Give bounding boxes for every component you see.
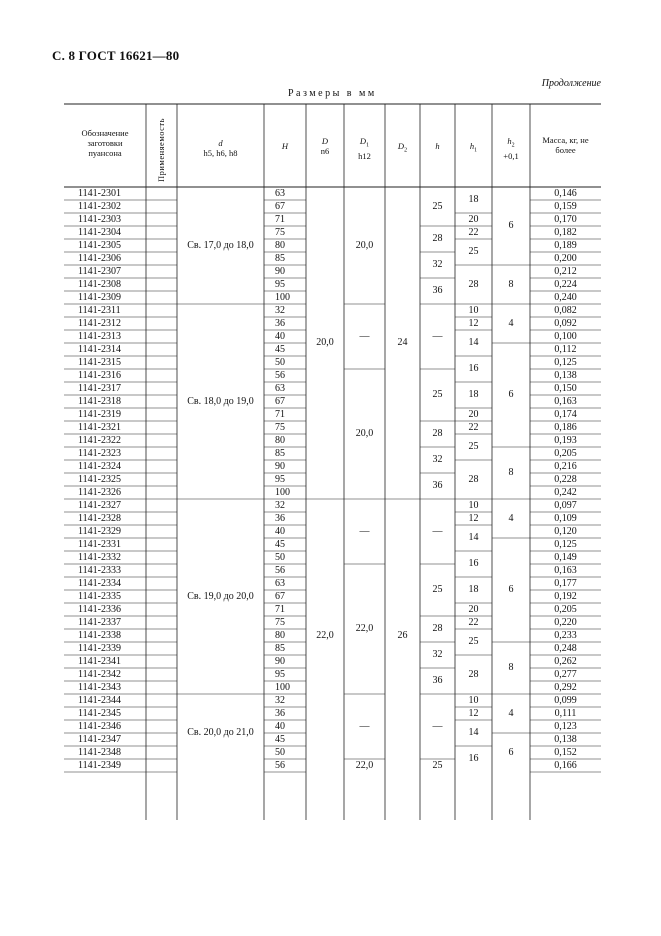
h2-span-cell: 8 [508,467,514,478]
H-cell: 32 [275,304,285,316]
mass-cell: 0,262 [554,655,577,667]
H-cell: 95 [275,278,285,290]
h1-span-cell: 12 [468,317,479,329]
H-cell: 85 [275,642,285,654]
mass-cell: 0,120 [554,525,577,537]
mass-cell: 0,212 [554,265,577,277]
designation-cell: 1141-2303 [78,213,121,225]
h-span-cell: 36 [432,480,443,491]
designation-cell: 1141-2332 [78,551,121,563]
designation-cell: 1141-2347 [78,733,121,745]
H-cell: 71 [275,213,285,225]
designation-cell: 1141-2316 [78,369,121,381]
H-cell: 100 [275,291,290,303]
d-span-cell: Св. 20,0 до 21,0 [187,727,254,738]
mass-cell: 0,170 [554,213,577,225]
h1-span-cell: 20 [468,213,479,225]
header-D1: $D_1$ h12 [358,136,371,161]
h1-span-cell: 22 [468,421,479,433]
d-span-cell: Св. 19,0 до 20,0 [187,590,254,602]
D-span-cell: 20,0 [316,337,334,348]
h2-span-cell: 6 [508,220,514,231]
d-span-cell: Св. 17,0 до 18,0 [187,239,254,251]
mass-cell: 0,138 [554,733,577,745]
mass-cell: 0,177 [554,577,577,589]
H-cell: 45 [275,343,285,355]
D2-span-cell: 26 [397,629,408,641]
H-cell: 40 [275,330,285,342]
designation-cell: 1141-2348 [78,746,121,758]
designation-cell: 1141-2315 [78,356,121,368]
H-cell: 85 [275,252,285,264]
header-h1: $h_1$ [469,141,478,154]
designation-cell: 1141-2314 [78,343,121,355]
h1-span-cell: 18 [468,389,479,400]
h1-span-cell: 10 [468,694,479,706]
designation-cell: 1141-2325 [78,473,121,485]
h1-span-cell: 25 [468,246,479,257]
header-h2: $h_2$ +0,1 [503,136,519,161]
H-cell: 36 [275,512,285,524]
h1-span-cell: 25 [468,441,479,452]
h2-span-cell: 4 [508,512,514,524]
designation-cell: 1141-2337 [78,616,121,628]
H-cell: 100 [275,486,290,498]
h-span-cell: 32 [432,259,443,270]
h-span-cell: — [432,330,443,342]
mass-cell: 0,277 [554,668,577,680]
designation-cell: 1141-2327 [78,499,121,511]
h1-span-cell: 12 [468,707,479,719]
designation-cell: 1141-2322 [78,434,121,446]
h-span-cell: 32 [432,649,443,660]
H-cell: 71 [275,603,285,615]
h-span-cell: 25 [432,389,443,400]
designation-cell: 1141-2338 [78,629,121,641]
designation-cell: 1141-2311 [78,304,121,316]
h2-span-cell: 8 [508,662,514,673]
h2-span-cell: 4 [508,707,514,719]
D1-span-cell: — [359,720,370,732]
sizes-caption: Размеры в мм [288,88,377,99]
designation-cell: 1141-2305 [78,239,121,251]
mass-cell: 0,200 [554,252,577,264]
h1-span-cell: 16 [468,558,479,569]
mass-cell: 0,166 [554,759,577,771]
h2-span-cell: 6 [508,389,514,400]
mass-cell: 0,150 [554,382,577,394]
header-h: h [435,141,440,151]
H-cell: 50 [275,551,285,563]
H-cell: 63 [275,382,285,394]
designation-cell: 1141-2324 [78,460,121,472]
mass-cell: 0,205 [554,603,577,615]
mass-cell: 0,109 [554,512,577,524]
h1-span-cell: 12 [468,512,479,524]
h1-span-cell: 18 [468,194,479,205]
designation-cell: 1141-2335 [78,590,121,602]
H-cell: 95 [275,473,285,485]
h1-span-cell: 14 [468,532,479,543]
h-span-cell: 25 [432,759,443,771]
mass-cell: 0,216 [554,460,577,472]
mass-cell: 0,163 [554,564,577,576]
h-span-cell: — [432,525,443,537]
h1-span-cell: 28 [468,473,479,485]
mass-cell: 0,152 [554,746,577,758]
mass-cell: 0,182 [554,226,577,238]
mass-cell: 0,163 [554,395,577,407]
designation-cell: 1141-2313 [78,330,121,342]
mass-cell: 0,149 [554,551,577,563]
mass-cell: 0,220 [554,616,577,628]
H-cell: 95 [275,668,285,680]
h1-span-cell: 18 [468,584,479,595]
designation-cell: 1141-2333 [78,564,121,576]
mass-cell: 0,193 [554,434,577,446]
H-cell: 40 [275,720,285,732]
mass-cell: 0,248 [554,642,577,654]
h1-span-cell: 25 [468,636,479,647]
designation-cell: 1141-2309 [78,291,121,303]
mass-cell: 0,240 [554,291,577,303]
H-cell: 56 [275,369,285,381]
designation-cell: 1141-2343 [78,681,121,693]
H-cell: 32 [275,694,285,706]
designation-cell: 1141-2323 [78,447,121,459]
H-cell: 56 [275,759,285,771]
designation-cell: 1141-2328 [78,512,121,524]
H-cell: 67 [275,590,285,602]
mass-cell: 0,138 [554,369,577,381]
mass-cell: 0,112 [554,343,577,355]
designation-cell: 1141-2301 [78,187,121,199]
designation-cell: 1141-2346 [78,720,121,732]
designation-cell: 1141-2321 [78,421,121,433]
h-span-cell: 25 [432,584,443,595]
D1-span-cell: — [359,525,370,537]
header-designation: Обозначение заготовки пуансона [81,128,129,158]
designation-cell: 1141-2345 [78,707,121,719]
mass-cell: 0,111 [554,707,577,719]
designation-cell: 1141-2306 [78,252,121,264]
header-D: D n6 [320,136,330,156]
mass-cell: 0,228 [554,473,577,485]
D1-span-cell: 20,0 [355,428,374,439]
mass-cell: 0,242 [554,486,577,498]
h1-span-cell: 16 [468,363,479,374]
mass-cell: 0,100 [554,330,577,342]
D1-span-cell: 22,0 [355,623,374,634]
D1-span-cell: 20,0 [355,239,374,251]
designation-cell: 1141-2312 [78,317,121,329]
mass-cell: 0,189 [554,239,577,251]
h1-span-cell: 16 [468,753,479,764]
h1-span-cell: 14 [468,337,479,348]
D-span-cell: 22,0 [316,629,334,641]
h1-span-cell: 22 [468,226,479,238]
mass-cell: 0,159 [554,200,577,212]
D2-span-cell: 24 [397,337,408,348]
designation-cell: 1141-2308 [78,278,121,290]
H-cell: 100 [275,681,290,693]
h-span-cell: 25 [432,200,443,212]
h2-span-cell: 6 [508,584,514,595]
mass-cell: 0,205 [554,447,577,459]
h-span-cell: 28 [432,623,443,634]
mass-cell: 0,192 [554,590,577,602]
designation-cell: 1141-2319 [78,408,121,420]
H-cell: 75 [275,421,285,433]
header-applicability: Применяемость [156,117,166,182]
mass-cell: 0,233 [554,629,577,641]
h1-span-cell: 10 [468,499,479,511]
designation-cell: 1141-2317 [78,382,121,394]
mass-cell: 0,092 [554,317,577,329]
designation-cell: 1141-2342 [78,668,121,680]
h-span-cell: 28 [432,428,443,439]
designation-cell: 1141-2344 [78,694,121,706]
h-span-cell: 36 [432,285,443,296]
h1-span-cell: 28 [468,278,479,290]
continuation-label: Продолжение [541,78,601,89]
header-D2: $D_2$ [397,141,408,154]
designation-cell: 1141-2331 [78,538,121,550]
h2-span-cell: 6 [508,746,514,758]
h2-span-cell: 4 [508,317,514,329]
header-mass: Масса, кг, не более [542,135,589,155]
designation-cell: 1141-2349 [78,759,121,771]
H-cell: 85 [275,447,285,459]
H-cell: 45 [275,538,285,550]
H-cell: 67 [275,200,285,212]
mass-cell: 0,125 [554,356,577,368]
designation-cell: 1141-2339 [78,642,121,654]
page-header: С. 8 ГОСТ 16621—80 [52,48,180,63]
H-cell: 40 [275,525,285,537]
h1-span-cell: 22 [468,616,479,628]
mass-cell: 0,292 [554,681,577,693]
H-cell: 50 [275,356,285,368]
mass-cell: 0,097 [554,499,577,511]
D1-span-cell: 22,0 [355,759,374,771]
H-cell: 50 [275,746,285,758]
designation-cell: 1141-2341 [78,655,121,667]
designation-cell: 1141-2302 [78,200,121,212]
H-cell: 80 [275,434,285,446]
mass-cell: 0,174 [554,408,577,420]
H-cell: 63 [275,187,285,199]
h2-span-cell: 8 [508,278,514,290]
h1-span-cell: 20 [468,603,479,615]
designation-cell: 1141-2336 [78,603,121,615]
H-cell: 80 [275,629,285,641]
h-span-cell: 32 [432,454,443,465]
H-cell: 80 [275,239,285,251]
h1-span-cell: 20 [468,408,479,420]
H-cell: 56 [275,564,285,576]
h1-span-cell: 10 [468,304,479,316]
mass-cell: 0,082 [554,304,577,316]
H-cell: 67 [275,395,285,407]
d-span-cell: Св. 18,0 до 19,0 [187,395,254,407]
designation-cell: 1141-2329 [78,525,121,537]
h-span-cell: 28 [432,233,443,244]
h1-span-cell: 14 [468,727,479,738]
designation-cell: 1141-2334 [78,577,121,589]
H-cell: 90 [275,460,285,472]
H-cell: 75 [275,616,285,628]
H-cell: 36 [275,317,285,329]
designation-cell: 1141-2326 [78,486,121,498]
h-span-cell: 36 [432,675,443,686]
H-cell: 36 [275,707,285,719]
H-cell: 90 [275,655,285,667]
header-d: d h5, h6, h8 [203,138,238,158]
H-cell: 32 [275,499,285,511]
H-cell: 90 [275,265,285,277]
h1-span-cell: 28 [468,668,479,680]
H-cell: 71 [275,408,285,420]
mass-cell: 0,186 [554,421,577,433]
mass-cell: 0,146 [554,187,577,199]
h-span-cell: — [432,720,443,732]
mass-cell: 0,125 [554,538,577,550]
designation-cell: 1141-2304 [78,226,121,238]
mass-cell: 0,224 [554,278,577,290]
mass-cell: 0,123 [554,720,577,732]
designation-cell: 1141-2318 [78,395,121,407]
mass-cell: 0,099 [554,694,577,706]
H-cell: 63 [275,577,285,589]
header-H: H [281,141,289,151]
H-cell: 75 [275,226,285,238]
designation-cell: 1141-2307 [78,265,121,277]
D1-span-cell: — [359,330,370,342]
H-cell: 45 [275,733,285,745]
